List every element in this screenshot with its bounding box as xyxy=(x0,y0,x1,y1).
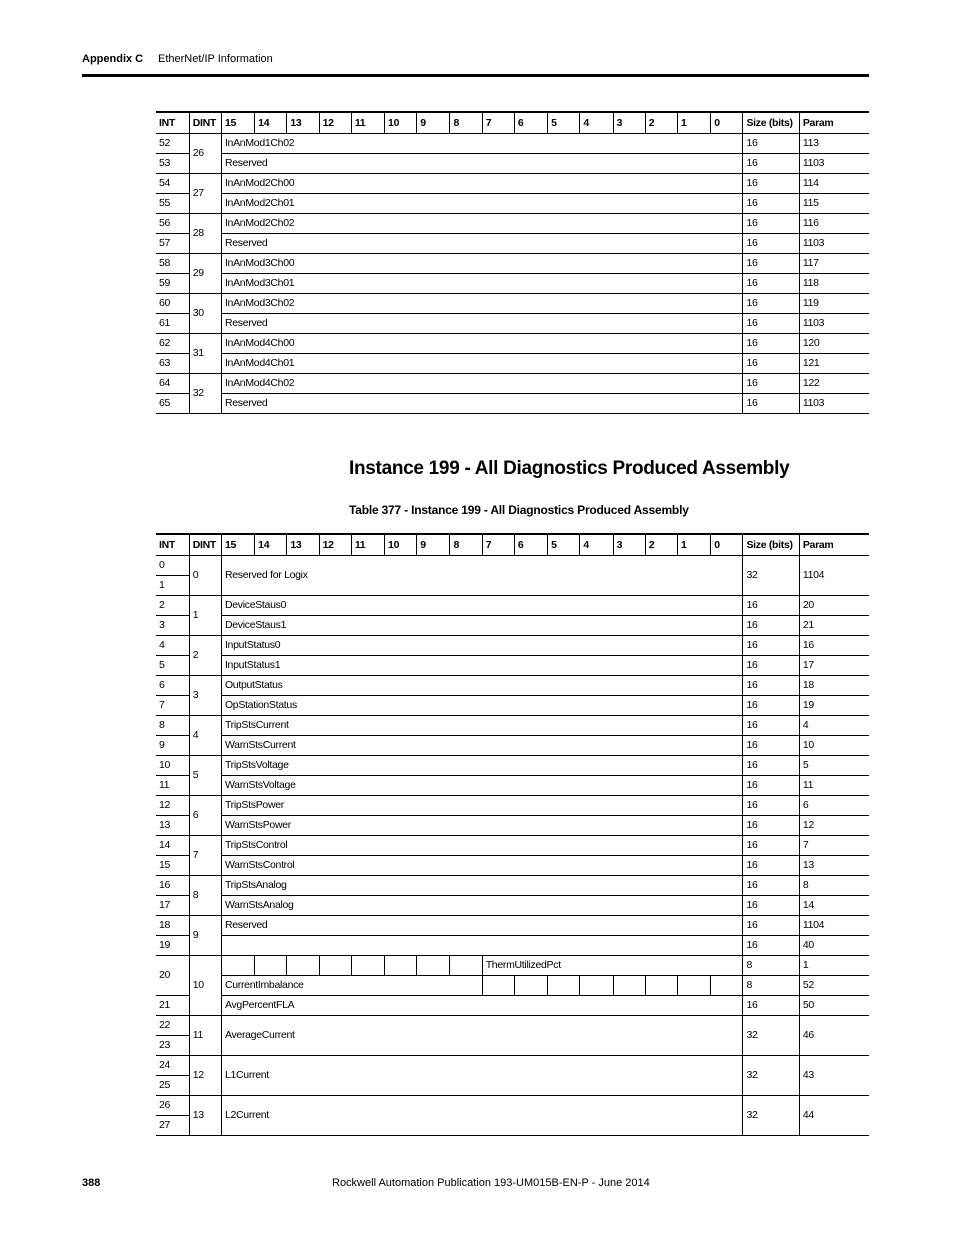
name-cell: TripStsPower xyxy=(221,796,743,816)
bit-cell xyxy=(319,956,351,976)
int-cell: 55 xyxy=(156,194,189,214)
name-cell: InAnMod3Ch00 xyxy=(221,254,743,274)
name-cell: InAnMod4Ch00 xyxy=(221,334,743,354)
param-cell: 1104 xyxy=(799,916,869,936)
name-cell: InAnMod2Ch01 xyxy=(221,194,743,214)
param-cell: 13 xyxy=(799,856,869,876)
size-cell: 16 xyxy=(743,636,799,656)
table-row xyxy=(156,1016,869,1036)
column-header: Param xyxy=(799,112,869,134)
dint-cell: 27 xyxy=(189,174,221,214)
table-row xyxy=(156,214,869,234)
column-header: 6 xyxy=(514,112,547,134)
param-cell: 1103 xyxy=(799,234,869,254)
size-cell: 16 xyxy=(743,756,799,776)
bit-cell xyxy=(548,976,580,996)
int-cell: 10 xyxy=(156,756,189,776)
dint-cell: 10 xyxy=(189,956,221,1016)
table-row xyxy=(156,816,869,836)
table-row xyxy=(156,616,869,636)
int-cell: 63 xyxy=(156,354,189,374)
dint-cell: 12 xyxy=(189,1056,221,1096)
table-row xyxy=(156,374,869,394)
size-cell: 32 xyxy=(743,1096,799,1136)
section-title: Instance 199 - All Diagnostics Produced Assembly xyxy=(349,458,790,479)
size-cell: 16 xyxy=(743,134,799,154)
param-cell: 8 xyxy=(799,876,869,896)
dint-cell: 13 xyxy=(189,1096,221,1136)
table-row xyxy=(156,556,869,576)
dint-cell: 3 xyxy=(189,676,221,716)
int-cell: 18 xyxy=(156,916,189,936)
name-cell: OpStationStatus xyxy=(221,696,743,716)
table-row xyxy=(156,756,869,776)
column-header: 5 xyxy=(548,112,580,134)
name-cell: WarnStsControl xyxy=(221,856,743,876)
int-cell: 54 xyxy=(156,174,189,194)
appendix-title: EtherNet/IP Information xyxy=(158,53,273,65)
table-row xyxy=(156,194,869,214)
name-cell: InputStatus0 xyxy=(221,636,743,656)
column-header: 4 xyxy=(580,534,613,556)
table-row xyxy=(156,916,869,936)
column-header: 4 xyxy=(580,112,613,134)
appendix-label: Appendix C xyxy=(82,53,144,65)
size-cell: 16 xyxy=(743,394,799,414)
table-row xyxy=(156,234,869,254)
column-header: Size (bits) xyxy=(743,534,799,556)
column-header: 11 xyxy=(351,112,384,134)
param-cell: 118 xyxy=(799,274,869,294)
param-cell: 6 xyxy=(799,796,869,816)
table-row xyxy=(156,896,869,916)
table-row xyxy=(156,836,869,856)
size-cell: 16 xyxy=(743,736,799,756)
name-cell: L1Current xyxy=(221,1056,743,1096)
column-header: 0 xyxy=(711,112,743,134)
name-cell: AvgPercentFLA xyxy=(221,996,743,1016)
int-cell: 9 xyxy=(156,736,189,756)
param-cell: 120 xyxy=(799,334,869,354)
param-cell: 116 xyxy=(799,214,869,234)
param-cell: 43 xyxy=(799,1056,869,1096)
name-cell: TripStsControl xyxy=(221,836,743,856)
name-cell: InAnMod4Ch01 xyxy=(221,354,743,374)
table-row xyxy=(156,676,869,696)
int-cell: 62 xyxy=(156,334,189,354)
int-cell: 11 xyxy=(156,776,189,796)
column-header: 8 xyxy=(450,534,482,556)
table-row xyxy=(156,656,869,676)
size-cell: 16 xyxy=(743,354,799,374)
name-cell: InAnMod4Ch02 xyxy=(221,374,743,394)
name-cell: InAnMod1Ch02 xyxy=(221,134,743,154)
column-header: Size (bits) xyxy=(743,112,799,134)
bit-cell xyxy=(514,976,547,996)
param-cell: 17 xyxy=(799,656,869,676)
name-cell: Reserved xyxy=(221,916,743,936)
bit-cell xyxy=(255,956,287,976)
bit-cell xyxy=(385,956,417,976)
name-cell: Reserved xyxy=(221,154,743,174)
int-cell: 6 xyxy=(156,676,189,696)
column-header: 10 xyxy=(385,534,417,556)
int-cell: 19 xyxy=(156,936,189,956)
param-cell: 122 xyxy=(799,374,869,394)
size-cell: 16 xyxy=(743,234,799,254)
param-cell: 1 xyxy=(799,956,869,976)
param-cell: 19 xyxy=(799,696,869,716)
int-cell: 64 xyxy=(156,374,189,394)
size-cell: 16 xyxy=(743,856,799,876)
name-cell: TripStsCurrent xyxy=(221,716,743,736)
bit-cell xyxy=(613,976,645,996)
int-cell: 20 xyxy=(156,956,189,996)
column-header: 15 xyxy=(221,112,254,134)
name-cell xyxy=(221,936,743,956)
table-header-row xyxy=(156,112,869,134)
size-cell: 32 xyxy=(743,556,799,596)
int-cell: 26 xyxy=(156,1096,189,1116)
size-cell: 16 xyxy=(743,676,799,696)
param-cell: 52 xyxy=(799,976,869,996)
column-header: DINT xyxy=(189,112,221,134)
size-cell: 16 xyxy=(743,154,799,174)
int-cell: 13 xyxy=(156,816,189,836)
table-row xyxy=(156,996,869,1016)
column-header: 9 xyxy=(417,112,450,134)
param-cell: 119 xyxy=(799,294,869,314)
table-row xyxy=(156,134,869,154)
param-cell: 14 xyxy=(799,896,869,916)
name-cell: InAnMod3Ch01 xyxy=(221,274,743,294)
param-cell: 11 xyxy=(799,776,869,796)
column-header: 10 xyxy=(385,112,417,134)
size-cell: 16 xyxy=(743,596,799,616)
table-row xyxy=(156,274,869,294)
int-cell: 52 xyxy=(156,134,189,154)
int-cell: 16 xyxy=(156,876,189,896)
param-cell: 115 xyxy=(799,194,869,214)
name-cell: WarnStsAnalog xyxy=(221,896,743,916)
int-cell: 21 xyxy=(156,996,189,1016)
size-cell: 16 xyxy=(743,374,799,394)
column-header: INT xyxy=(156,534,189,556)
table-row xyxy=(156,856,869,876)
bit-cell xyxy=(417,956,450,976)
table-instance-199 xyxy=(156,533,869,1136)
size-cell: 16 xyxy=(743,334,799,354)
column-header: 12 xyxy=(319,534,351,556)
int-cell: 0 xyxy=(156,556,189,576)
bit-cell xyxy=(287,956,319,976)
size-cell: 16 xyxy=(743,716,799,736)
int-cell: 53 xyxy=(156,154,189,174)
column-header: 12 xyxy=(319,112,351,134)
page-number: 388 xyxy=(82,1177,101,1189)
param-cell: 1103 xyxy=(799,154,869,174)
param-cell: 12 xyxy=(799,816,869,836)
param-cell: 7 xyxy=(799,836,869,856)
table-row xyxy=(156,696,869,716)
param-cell: 1103 xyxy=(799,394,869,414)
int-cell: 24 xyxy=(156,1056,189,1076)
name-cell: Reserved xyxy=(221,394,743,414)
column-header: 1 xyxy=(678,112,711,134)
size-cell: 32 xyxy=(743,1056,799,1096)
column-header: 3 xyxy=(613,112,645,134)
int-cell: 25 xyxy=(156,1076,189,1096)
name-cell: DeviceStaus0 xyxy=(221,596,743,616)
size-cell: 16 xyxy=(743,916,799,936)
bit-cell xyxy=(482,976,514,996)
table-caption: Table 377 - Instance 199 - All Diagnostics Produced Assembly xyxy=(349,503,689,517)
int-cell: 14 xyxy=(156,836,189,856)
bit-cell xyxy=(580,976,613,996)
column-header: 7 xyxy=(482,534,514,556)
size-cell: 16 xyxy=(743,194,799,214)
param-cell: 1103 xyxy=(799,314,869,334)
param-cell: 40 xyxy=(799,936,869,956)
param-cell: 20 xyxy=(799,596,869,616)
param-cell: 1104 xyxy=(799,556,869,596)
name-cell: InAnMod3Ch02 xyxy=(221,294,743,314)
table-row xyxy=(156,294,869,314)
table-row xyxy=(156,254,869,274)
column-header: 14 xyxy=(255,112,287,134)
int-cell: 12 xyxy=(156,796,189,816)
column-header: INT xyxy=(156,112,189,134)
table-row xyxy=(156,716,869,736)
name-cell: Reserved for Logix xyxy=(221,556,743,596)
column-header: 0 xyxy=(711,534,743,556)
dint-cell: 28 xyxy=(189,214,221,254)
column-header: DINT xyxy=(189,534,221,556)
int-cell: 7 xyxy=(156,696,189,716)
param-cell: 5 xyxy=(799,756,869,776)
column-header: 8 xyxy=(450,112,482,134)
int-cell: 27 xyxy=(156,1116,189,1136)
dint-cell: 30 xyxy=(189,294,221,334)
bit-cell xyxy=(221,956,254,976)
int-cell: 22 xyxy=(156,1016,189,1036)
bit-cell xyxy=(678,976,711,996)
table-row xyxy=(156,736,869,756)
name-cell: OutputStatus xyxy=(221,676,743,696)
table-row xyxy=(156,334,869,354)
column-header: 9 xyxy=(417,534,450,556)
size-cell: 8 xyxy=(743,956,799,976)
size-cell: 16 xyxy=(743,174,799,194)
size-cell: 16 xyxy=(743,616,799,636)
param-cell: 50 xyxy=(799,996,869,1016)
int-cell: 56 xyxy=(156,214,189,234)
name-cell: L2Current xyxy=(221,1096,743,1136)
size-cell: 16 xyxy=(743,896,799,916)
name-cell: WarnStsCurrent xyxy=(221,736,743,756)
bit-cell xyxy=(450,956,482,976)
int-cell: 23 xyxy=(156,1036,189,1056)
column-header: 2 xyxy=(645,534,677,556)
name-cell: WarnStsVoltage xyxy=(221,776,743,796)
table-row xyxy=(156,174,869,194)
dint-cell: 9 xyxy=(189,916,221,956)
param-cell: 46 xyxy=(799,1016,869,1056)
param-cell: 18 xyxy=(799,676,869,696)
size-cell: 16 xyxy=(743,656,799,676)
size-cell: 16 xyxy=(743,314,799,334)
column-header: 1 xyxy=(678,534,711,556)
param-cell: 44 xyxy=(799,1096,869,1136)
name-cell: TripStsVoltage xyxy=(221,756,743,776)
column-header: 15 xyxy=(221,534,254,556)
name-cell: Reserved xyxy=(221,234,743,254)
column-header: 5 xyxy=(548,534,580,556)
int-cell: 58 xyxy=(156,254,189,274)
dint-cell: 32 xyxy=(189,374,221,414)
table-instance-continued xyxy=(156,111,869,414)
param-cell: 10 xyxy=(799,736,869,756)
bit-cell xyxy=(645,976,677,996)
param-cell: 16 xyxy=(799,636,869,656)
table-row xyxy=(156,796,869,816)
int-cell: 57 xyxy=(156,234,189,254)
int-cell: 3 xyxy=(156,616,189,636)
dint-cell: 2 xyxy=(189,636,221,676)
size-cell: 16 xyxy=(743,996,799,1016)
column-header: Param xyxy=(799,534,869,556)
table-row xyxy=(156,314,869,334)
int-cell: 65 xyxy=(156,394,189,414)
int-cell: 4 xyxy=(156,636,189,656)
column-header: 3 xyxy=(613,534,645,556)
param-cell: 117 xyxy=(799,254,869,274)
table-row xyxy=(156,936,869,956)
dint-cell: 4 xyxy=(189,716,221,756)
size-cell: 16 xyxy=(743,294,799,314)
bit-cell xyxy=(351,956,384,976)
size-cell: 16 xyxy=(743,274,799,294)
table-row xyxy=(156,354,869,374)
publication-info: Rockwell Automation Publication 193-UM015B-EN-P - June 2014 xyxy=(332,1177,650,1189)
column-header: 6 xyxy=(514,534,547,556)
dint-cell: 8 xyxy=(189,876,221,916)
column-header: 7 xyxy=(482,112,514,134)
param-cell: 4 xyxy=(799,716,869,736)
size-cell: 16 xyxy=(743,214,799,234)
header-rule xyxy=(82,74,869,77)
int-cell: 15 xyxy=(156,856,189,876)
table-row xyxy=(156,1096,869,1116)
bit-cell xyxy=(711,976,743,996)
name-cell: DeviceStaus1 xyxy=(221,616,743,636)
dint-cell: 0 xyxy=(189,556,221,596)
name-cell: TripStsAnalog xyxy=(221,876,743,896)
int-cell: 17 xyxy=(156,896,189,916)
name-cell: WarnStsPower xyxy=(221,816,743,836)
table-row xyxy=(156,1056,869,1076)
size-cell: 16 xyxy=(743,936,799,956)
dint-cell: 5 xyxy=(189,756,221,796)
table-row xyxy=(156,636,869,656)
dint-cell: 6 xyxy=(189,796,221,836)
column-header: 2 xyxy=(645,112,677,134)
table-row xyxy=(156,776,869,796)
table-row xyxy=(156,976,869,996)
dint-cell: 1 xyxy=(189,596,221,636)
column-header: 13 xyxy=(287,112,319,134)
dint-cell: 29 xyxy=(189,254,221,294)
name-cell: InputStatus1 xyxy=(221,656,743,676)
param-cell: 114 xyxy=(799,174,869,194)
table-row xyxy=(156,876,869,896)
dint-cell: 26 xyxy=(189,134,221,174)
size-cell: 16 xyxy=(743,696,799,716)
column-header: 13 xyxy=(287,534,319,556)
int-cell: 60 xyxy=(156,294,189,314)
table-row xyxy=(156,154,869,174)
name-cell: CurrentImbalance xyxy=(221,976,482,996)
int-cell: 2 xyxy=(156,596,189,616)
param-cell: 113 xyxy=(799,134,869,154)
size-cell: 16 xyxy=(743,816,799,836)
name-cell: ThermUtilizedPct xyxy=(482,956,743,976)
size-cell: 32 xyxy=(743,1016,799,1056)
column-header: 14 xyxy=(255,534,287,556)
table-row xyxy=(156,596,869,616)
size-cell: 16 xyxy=(743,836,799,856)
dint-cell: 7 xyxy=(189,836,221,876)
name-cell: InAnMod2Ch02 xyxy=(221,214,743,234)
int-cell: 1 xyxy=(156,576,189,596)
table-row xyxy=(156,394,869,414)
column-header: 11 xyxy=(351,534,384,556)
int-cell: 8 xyxy=(156,716,189,736)
size-cell: 8 xyxy=(743,976,799,996)
size-cell: 16 xyxy=(743,254,799,274)
dint-cell: 31 xyxy=(189,334,221,374)
dint-cell: 11 xyxy=(189,1016,221,1056)
int-cell: 59 xyxy=(156,274,189,294)
table-header-row xyxy=(156,534,869,556)
name-cell: InAnMod2Ch00 xyxy=(221,174,743,194)
table-row xyxy=(156,956,869,976)
name-cell: AverageCurrent xyxy=(221,1016,743,1056)
int-cell: 61 xyxy=(156,314,189,334)
size-cell: 16 xyxy=(743,776,799,796)
size-cell: 16 xyxy=(743,876,799,896)
param-cell: 21 xyxy=(799,616,869,636)
page-header xyxy=(82,53,273,65)
int-cell: 5 xyxy=(156,656,189,676)
size-cell: 16 xyxy=(743,796,799,816)
name-cell: Reserved xyxy=(221,314,743,334)
param-cell: 121 xyxy=(799,354,869,374)
